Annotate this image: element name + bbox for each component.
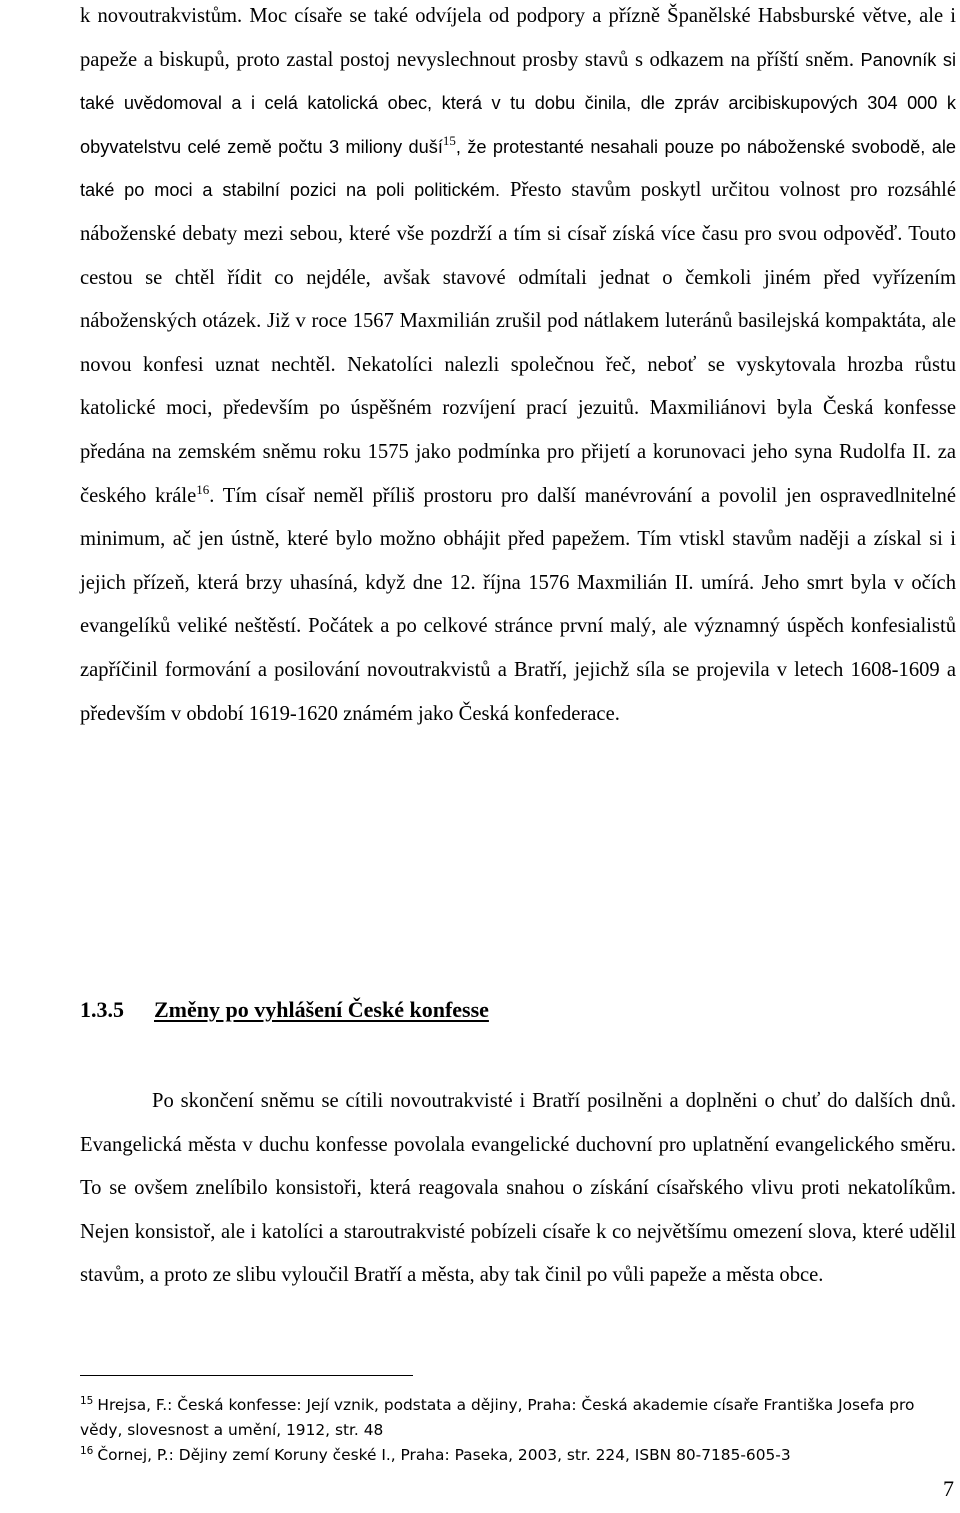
footnotes [80, 1393, 940, 1468]
footnote-separator [80, 1375, 413, 1376]
footnote-text: Hrejsa, F.: Česká konfesse: Její vznik, podstata a dějiny, Praha: Česká akademie císaře Františka Josefa pro vědy, slovesnost a umění, 1912, str. 48 [80, 1396, 915, 1439]
footnote-text: Čornej, P.: Dějiny zemí Koruny české I., Praha: Paseka, 2003, str. 224, ISBN 80-7185-605-3 [97, 1446, 791, 1464]
section-number: 1.3.5 [80, 997, 124, 1022]
footnote-number: 15 [80, 1395, 94, 1407]
paragraph-1-part-d: Přesto stavům poskytl určitou volnost pro rozsáhlé náboženské debaty mezi sebou, které vše pozdrží a tím si císař získá více času pro svou odpověď. Touto cestou se chtěl řídit co nejdéle, avšak stavové odmítali jednat o čemkoli jiném před vyřízením náboženských otázek. Již v roce 1567 Maxmilián zrušil pod nátlakem luteránů basilejská kompaktáta, ale novou konfesi uznat nechtěl. Nekatolíci nalezli společnou řeč, neboť se vyskytovala hrozba růstu katolické moci, především po úspěšném rozvíjení prací jezuitů. Maxmiliánovi byla Česká konfesse předána na zemském sněmu roku 1575 jako podmínka pro přijetí a korunovaci jeho syna Rudolfa II. za českého krále [80, 179, 957, 507]
footnote-number: 16 [80, 1445, 94, 1457]
section-title: Změny po vyhlášení České konfesse [154, 997, 489, 1022]
body-paragraph-1 [80, 0, 956, 736]
body-paragraph-2: Po skončení sněmu se cítili novoutrakvisté i Bratří posilněni a doplněni o chuť do dalších dnů. Evangelická města v duchu konfesse povolala evangelické duchovní pro uplatnění evangelického směru. To se ovšem znelíbilo konsistoři, která reagovala snahou o získání císařského vlivu proti nekatolíkům. Nejen konsistoř, ale i katolíci a staroutrakvisté pobízeli císaře k co největšímu omezení slova, které udělil stavům, a proto ze slibu vyloučil Bratří a města, aby tak činil po vůli papeže a města obce. [80, 1090, 956, 1287]
paragraph-1-part-e: . Tím císař neměl příliš prostoru pro další manévrování a povolil jen ospravedlnitelné minimum, ač jen ústně, které bylo možno obhájit před papežem. Tím vtiskl stavům naději a získal si i jejich přízeň, která brzy uhasíná, když dne 12. října 1576 Maxmilián II. umírá. Jeho smrt byla v očích evangelíků veliké neštěstí. Počátek a po celkové stránce první malý, ale významný úspěch konfesialistů zapříčinil formování a posilování novoutrakvistů a Bratří, jejichž síla se projevila v letech 1608-1609 a především v období 1619-1620 známém jako Česká konfederace. [80, 484, 956, 725]
footnote-ref-15[interactable]: 15 [442, 132, 456, 148]
footnote-16 [80, 1443, 940, 1468]
paragraph-1-part-c: , že protestanté nesahali pouze po náboženské svobodě, ale také po moci a stabilní pozici na poli politickém. [80, 136, 956, 201]
footnote-15 [80, 1393, 940, 1443]
paragraph-1-part-a: k novoutrakvistům. Moc císaře se také odvíjela od podpory a přízně Španělské Habsburské větve, ale i papeže a biskupů, proto zastal postoj nevyslechnout prosby stavů s odkazem na příští sněm. [80, 5, 956, 71]
footnote-ref-16[interactable]: 16 [196, 481, 210, 497]
page-number: 7 [943, 1476, 954, 1501]
paragraph-1-part-b: Panovník si také uvědomoval a i celá katolická obec, která v tu dobu činila, dle zpráv arcibiskupových 304 000 k obyvatelstvu celé země počtu 3 miliony duší [80, 49, 956, 157]
section-heading [80, 997, 489, 1023]
